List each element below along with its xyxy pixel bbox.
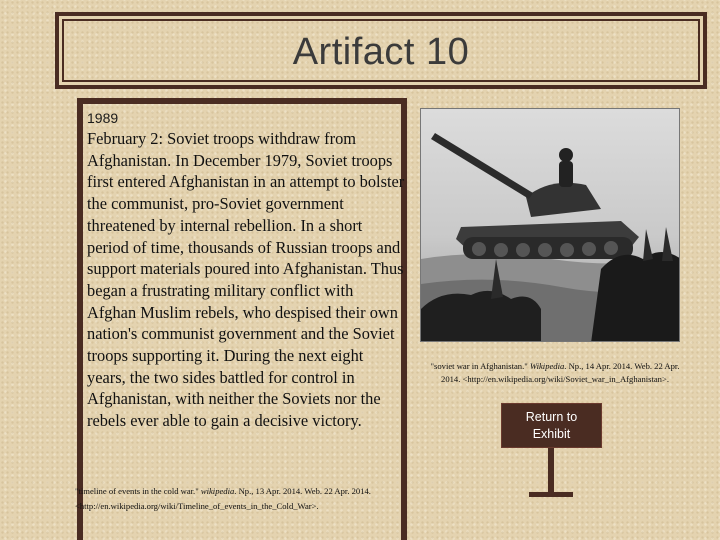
citation-left-source: wikipedia <box>200 486 235 496</box>
title-frame <box>55 12 707 89</box>
sign-post <box>548 448 554 493</box>
citation-left <box>75 484 405 514</box>
soviet-tank-photo <box>420 108 680 342</box>
citation-left-after: . Np., 13 Apr. 2014. Web. 22 Apr. 2014. <http://en.wikipedia.org/wiki/Timeline_of_events_in_the_Cold_War>. <box>75 486 371 511</box>
tank-photo-image <box>421 109 680 342</box>
return-button-line2: Exhibit <box>532 426 571 441</box>
page-title: Artifact 10 <box>292 31 470 73</box>
return-button-line1: Return to <box>525 410 578 424</box>
citation-right-source: Wikipedia <box>529 361 565 371</box>
text-panel <box>77 98 407 540</box>
sign-base <box>529 492 573 497</box>
year-label: 1989 <box>87 110 119 126</box>
return-to-exhibit-button[interactable] <box>501 403 602 448</box>
description-text: February 2: Soviet troops withdraw from Afghanistan. In December 1979, Soviet troops first entered Afghanistan in an attempt to bolster the communist, pro-Soviet government threatened by internal rebellion. In a short period of time, thousands of Russian troops and support materials poured into Afghanistan. Thus began a frustrating military conflict with Afghan Muslim rebels, who despised their own nation's communist government and the Soviet troops supporting it. During the next eight years, the two sides battled for control in Afghanistan, with neither the Soviets nor the rebels ever able to gain a decisive victory. <box>87 129 405 431</box>
citation-right <box>423 360 687 385</box>
citation-right-after: . Np., 14 Apr. 2014. Web. 22 Apr. 2014. <http://en.wikipedia.org/wiki/Soviet_war_in_Afghanistan>. <box>441 361 680 384</box>
citation-left-before: "timeline of events in the cold war." <box>75 486 201 496</box>
citation-right-before: "soviet war in Afghanistan." <box>430 361 530 371</box>
